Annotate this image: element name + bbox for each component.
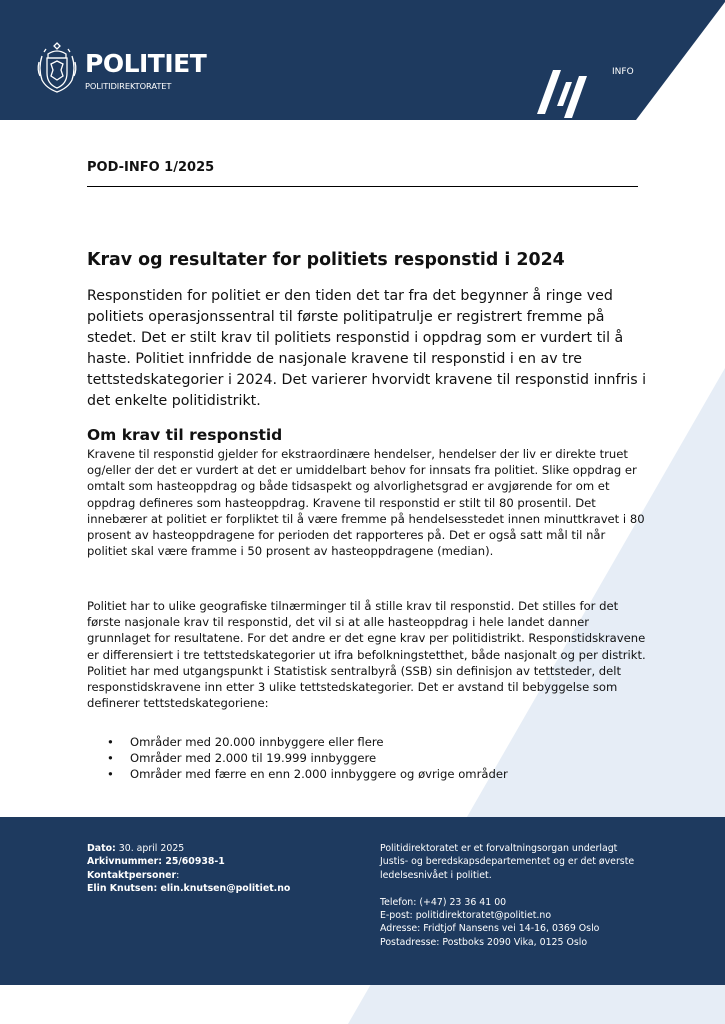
brand-name: POLITIET [85, 49, 207, 78]
date-value: 30. april 2025 [115, 843, 185, 854]
footer-meta [87, 842, 290, 896]
list-item [87, 734, 647, 750]
footer-email: E-post: politidirektoratet@politiet.no [380, 910, 552, 922]
bullet-icon: • [107, 735, 114, 749]
brand-subtitle: POLITIDIREKTORATET [85, 81, 172, 91]
footer-spacer [380, 882, 680, 895]
footer-date [87, 842, 290, 855]
header-divider [87, 186, 638, 187]
stripes-logo-mark [533, 68, 593, 120]
contact-person: Elin Knutsen: elin.knutsen@politiet.no [87, 883, 291, 895]
body-paragraph-2: Politiet har to ulike geografiske tilnærminger til å stille krav til responstid. Det stilles for det første nasjonale krav til responstid, det vil si at alle hasteoppdrag i hele landet danner grunnlaget for resultatene. For det andre er det egne krav per politidistrikt. Responstidskravene er differensiert i tre tettstedskategorier ut ifra befolkningstetthet, både nasjonalt og per distrikt. Politiet har med utgangspunkt i Statistisk sentralbyrå (SSB) sin definisjon av tettsteder, delt responstidskravene inn etter 3 ulike tettstedskategorier. Det er avstand til bebyggelse som definerer tettstedskategoriene: [87, 599, 646, 711]
footer-org-info [380, 842, 680, 949]
norwegian-police-crest-icon [36, 40, 78, 94]
about-line: Justis- og beredskapsdepartementet og er det øverste [380, 856, 635, 868]
list-item [87, 750, 647, 766]
page-footer [0, 817, 725, 985]
body-paragraph-1: Kravene til responstid gjelder for ekstraordinære hendelser, hendelser der liv er direkte truet og/eller der det er vurdert at det er umiddelbart behov for innsats fra politiet. Slike oppdrag er omtalt som hasteoppdrag og både tidsaspekt og alvorlighetsgrad er avgjørende for om et oppdrag defineres som hasteoppdrag. Kravene til responstid er stilt til 80 prosentil. Det innebærer at politiet er forpliktet til å være fremme på hendelsesstedet innen minuttkravet i 80 prosent av hasteoppdragene for perioden det rapporteres på. Det er også satt mål til når politiet skal være framme i 50 prosent av hasteoppdragene (median). [87, 447, 645, 559]
footer-address: Adresse: Fridtjof Nansens vei 14-16, 0369 Oslo [380, 923, 600, 935]
footer-phone: Telefon: (+47) 23 36 41 00 [380, 896, 507, 908]
bullet-list [87, 734, 647, 782]
archive-number: Arkivnummer: 25/60938-1 [87, 856, 225, 868]
page-title: Krav og resultater for politiets responstid i 2024 [87, 250, 565, 270]
politiet-logo [36, 40, 216, 96]
contact-label: Kontaktpersoner [87, 869, 177, 881]
footer-postal-address: Postadresse: Postboks 2090 Vika, 0125 Oslo [380, 936, 588, 948]
about-line: ledelsesnivået i politiet. [380, 869, 492, 881]
list-item-text: Områder med 2.000 til 19.999 innbyggere [130, 751, 377, 765]
contact-heading [87, 869, 290, 882]
bullet-icon: • [107, 767, 114, 781]
section-heading: Om krav til responstid [87, 426, 283, 444]
list-item-text: Områder med færre en enn 2.000 innbyggere og øvrige områder [130, 767, 508, 781]
date-label: Dato: [87, 843, 116, 854]
document-id: POD-INFO 1/2025 [87, 160, 215, 175]
lead-paragraph: Responstiden for politiet er den tiden det tar fra det begynner å ringe ved politiets operasjonssentral til første politipatrulje er registrert fremme på stedet. Det er stilt krav til politiets responstid i oppdrag som er vurdert til å haste. Politiet innfridde de nasjonale kravene til responstid i en av tre tettstedskategorier i 2024. Det varierer hvorvidt kravene til responstid innfris i det enkelte politidistrikt. [87, 288, 647, 409]
about-line: Politidirektoratet er et forvaltningsorgan underlagt [380, 843, 618, 854]
list-item [87, 766, 647, 782]
list-item-text: Områder med 20.000 innbyggere eller flere [130, 735, 384, 749]
bullet-icon: • [107, 751, 114, 765]
page-header [0, 0, 725, 120]
info-label: INFO [612, 67, 634, 77]
contact-colon: : [176, 869, 180, 881]
